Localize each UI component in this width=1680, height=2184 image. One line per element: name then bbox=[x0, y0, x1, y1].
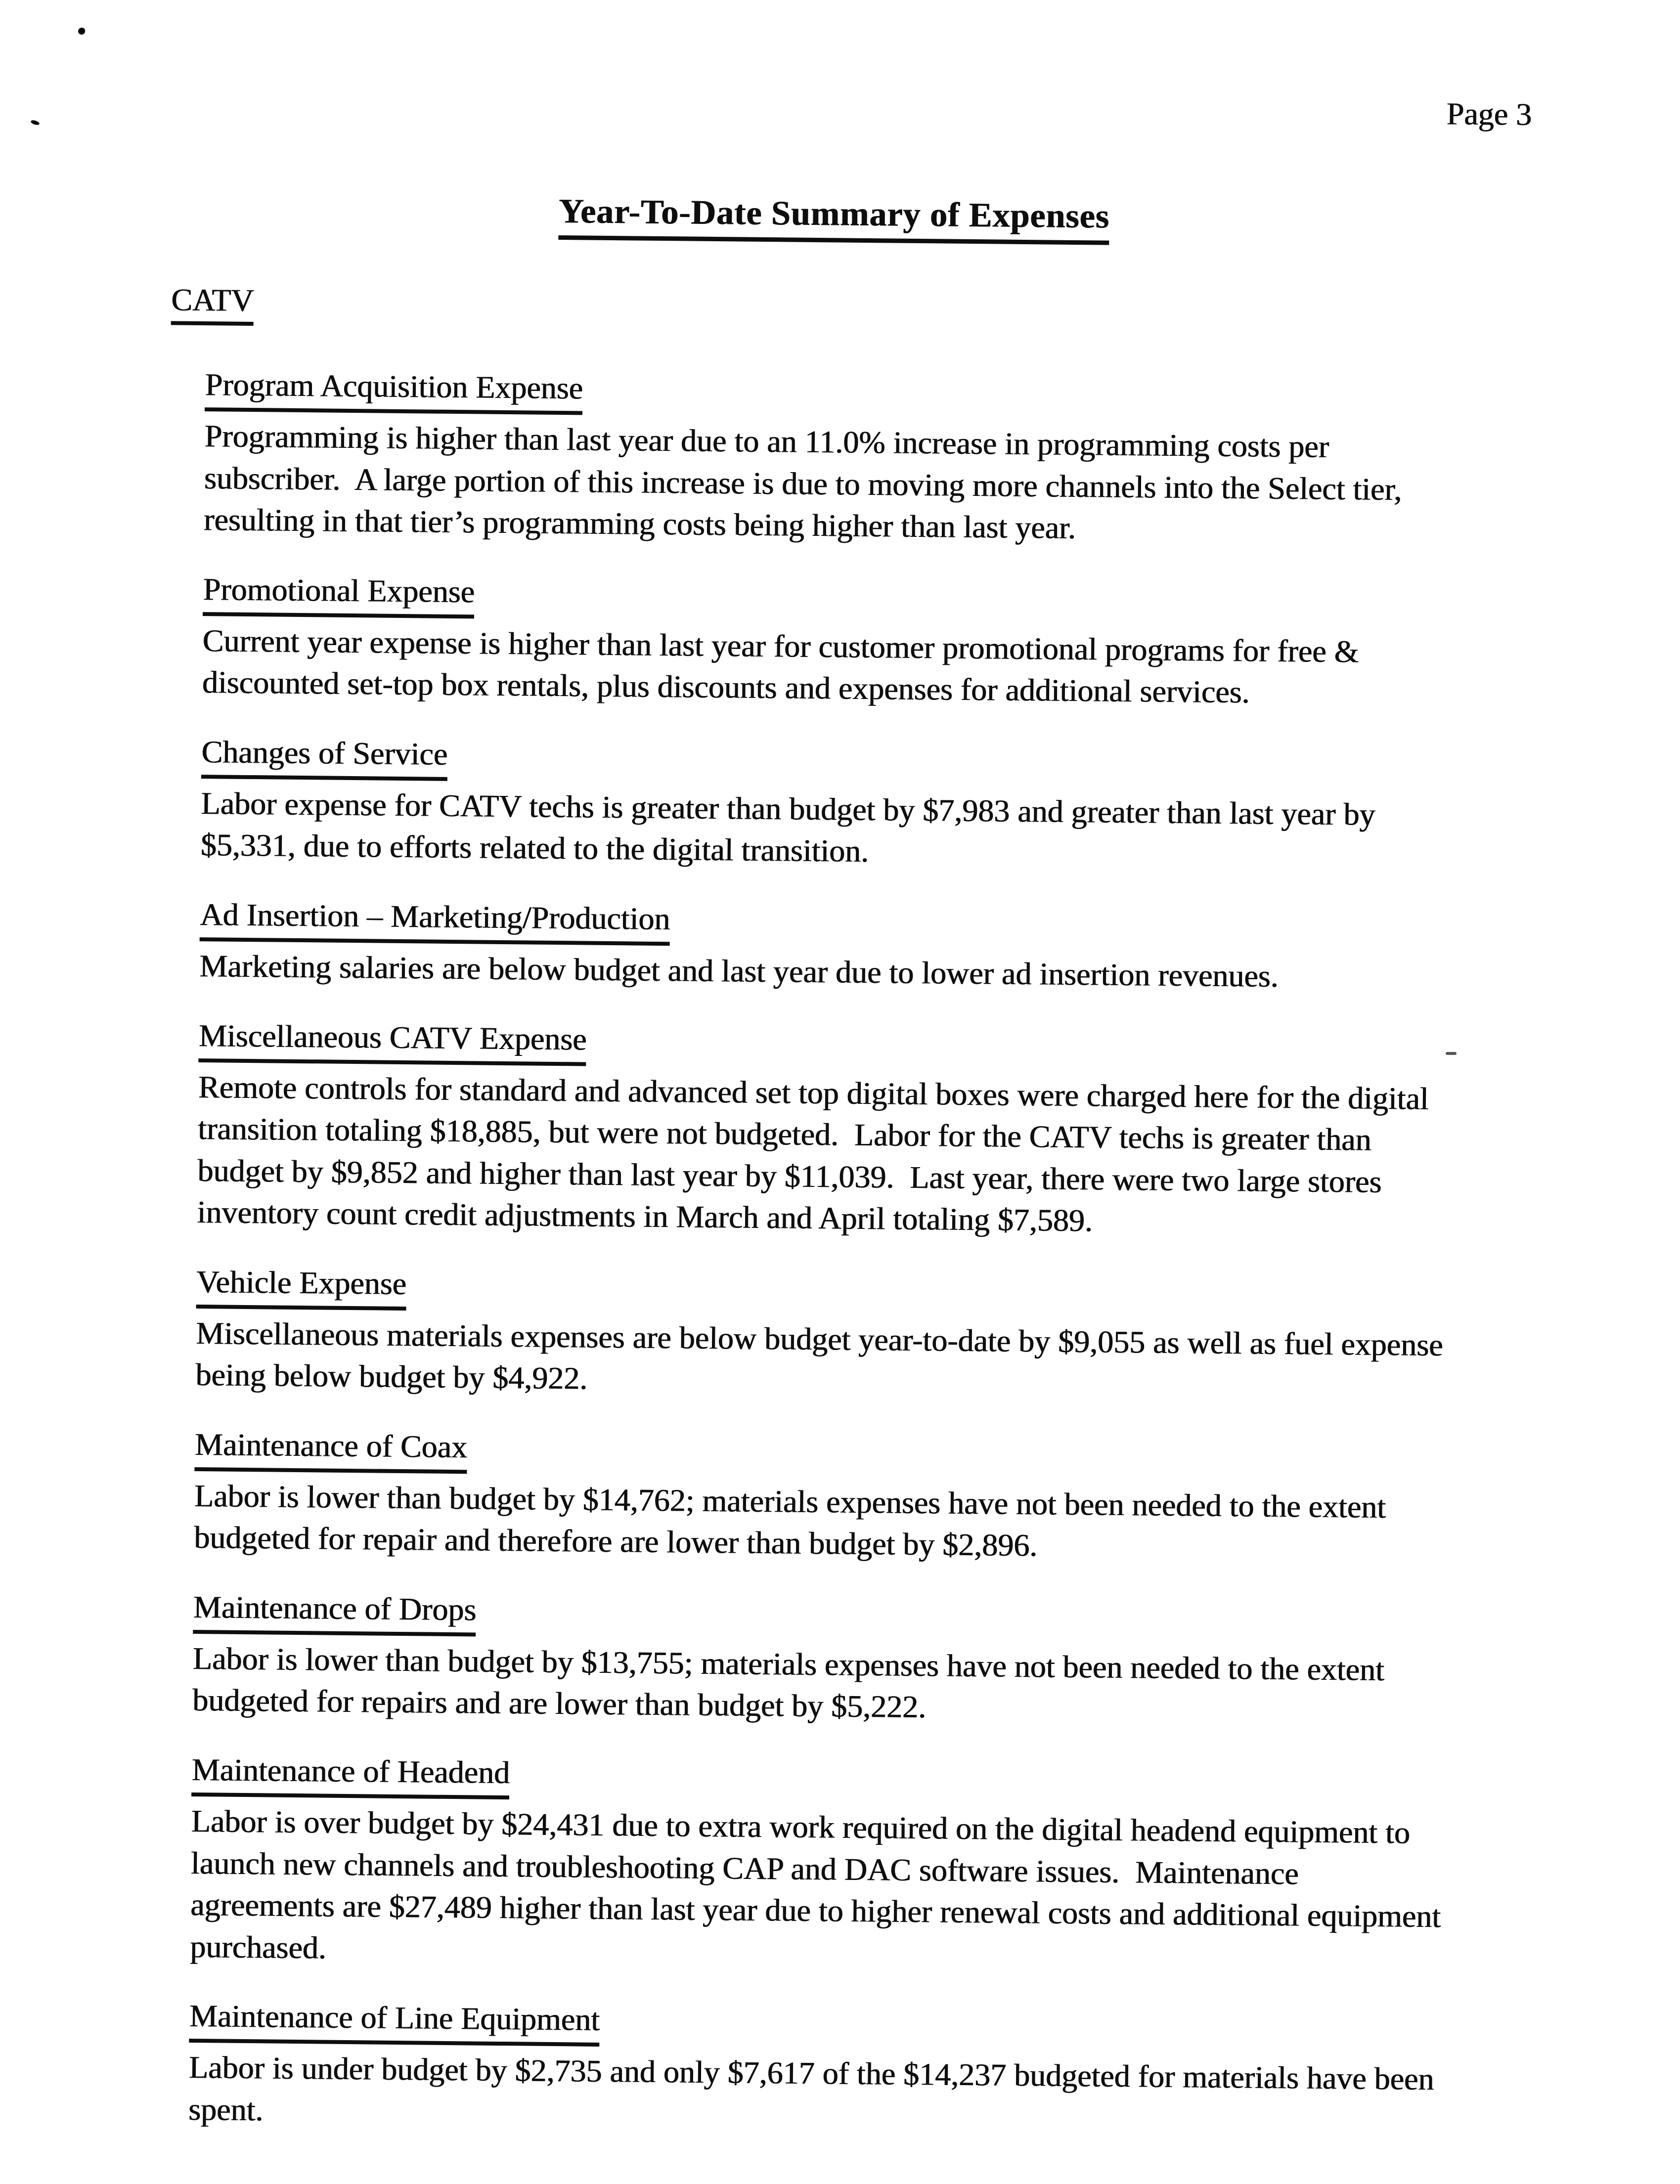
section-body: Labor is lower than budget by $14,762; materials expenses have not been needed to the extent budgeted for repair and therefore are lower than budget by $2,896. bbox=[193, 1478, 1394, 1563]
section-heading-text: Vehicle Expense bbox=[196, 1261, 407, 1310]
section-maintenance-of-headend bbox=[190, 1749, 1447, 1979]
section-heading-text: Maintenance of Headend bbox=[191, 1749, 510, 1799]
section-maintenance-of-drops bbox=[192, 1586, 1449, 1733]
section-body: Labor is under budget by $2,735 and only $7,617 of the $14,237 budgeted for materials have been spent. bbox=[188, 2050, 1442, 2128]
section-heading bbox=[198, 1015, 1454, 1075]
section-heading bbox=[191, 1749, 1447, 1809]
section-heading-text: Promotional Expense bbox=[203, 568, 475, 618]
category-row bbox=[171, 281, 1461, 337]
section-body: Labor is over budget by $24,431 due to extra work required on the digital headend equipment to launch new channels and troubleshooting CAP and DAC software issues. Maintenance agreements are $27,489 higher than last year due to higher renewal costs and additional equipment purchased. bbox=[189, 1803, 1449, 1966]
section-heading bbox=[201, 731, 1457, 791]
category-heading: CATV bbox=[171, 281, 254, 326]
section-heading bbox=[193, 1586, 1448, 1646]
section-heading-text: Maintenance of Drops bbox=[193, 1586, 476, 1637]
page-number: Page 3 bbox=[1446, 96, 1532, 132]
section-heading-text: Ad Insertion – Marketing/Production bbox=[200, 894, 670, 946]
section-maintenance-of-line-equipment bbox=[188, 1995, 1445, 2142]
section-changes-of-service bbox=[200, 731, 1457, 878]
section-body: Miscellaneous materials expenses are below budget year-to-date by $9,055 as well as fuel expense being below budget by $4,922. bbox=[195, 1315, 1451, 1396]
section-heading-text: Maintenance of Line Equipment bbox=[189, 1995, 600, 2047]
page-title: Year-To-Date Summary of Expenses bbox=[558, 192, 1109, 245]
section-miscellaneous-catv-expense bbox=[197, 1015, 1454, 1245]
section-body: Labor is lower than budget by $13,755; materials expenses have not been needed to the extent budgeted for repairs and are lower than budget by $5,222. bbox=[192, 1641, 1392, 1725]
section-maintenance-of-coax bbox=[194, 1424, 1450, 1571]
section-heading-text: Program Acquisition Expense bbox=[205, 364, 583, 415]
title-row bbox=[206, 188, 1461, 248]
section-body: Marketing salaries are below budget and last year due to lower ad insertion revenues. bbox=[199, 948, 1279, 994]
section-heading bbox=[205, 364, 1460, 424]
section-ad-insertion-marketing-production bbox=[199, 894, 1455, 999]
section-heading bbox=[194, 1424, 1450, 1484]
section-heading-text: Maintenance of Coax bbox=[194, 1424, 467, 1474]
section-heading-text: Changes of Service bbox=[201, 731, 448, 781]
section-body: Programming is higher than last year due to an 11.0% increase in programming costs per subscriber. A large portion of this increase is due to moving more channels into the Select tier, resulting in that tier’s programming costs being higher than last year. bbox=[203, 418, 1410, 546]
section-body: Current year expense is higher than last year for customer promotional programs for free & discounted set-top box rentals, plus discounts and expenses for additional services. bbox=[202, 622, 1367, 710]
section-program-acquisition-expense bbox=[203, 364, 1459, 553]
section-promotional-expense bbox=[202, 568, 1458, 715]
section-heading-text: Miscellaneous CATV Expense bbox=[198, 1015, 586, 1066]
section-vehicle-expense bbox=[195, 1261, 1452, 1408]
section-body: Remote controls for standard and advanced set top digital boxes were charged here for the digital transition totaling $18,885, but were not budgeted. Labor for the CATV techs is greater than budget by $9,852 and higher than last year by $11,039. Last year, there were two large stores inventory count credit adjustments in March and April totaling $7,589. bbox=[197, 1069, 1437, 1238]
section-heading bbox=[203, 568, 1458, 628]
section-heading bbox=[189, 1995, 1444, 2055]
section-heading bbox=[200, 894, 1455, 954]
section-heading bbox=[196, 1261, 1452, 1321]
section-body: Labor expense for CATV techs is greater than budget by $7,983 and greater than last year by $5,331, due to efforts related to the digital transition. bbox=[200, 785, 1383, 869]
